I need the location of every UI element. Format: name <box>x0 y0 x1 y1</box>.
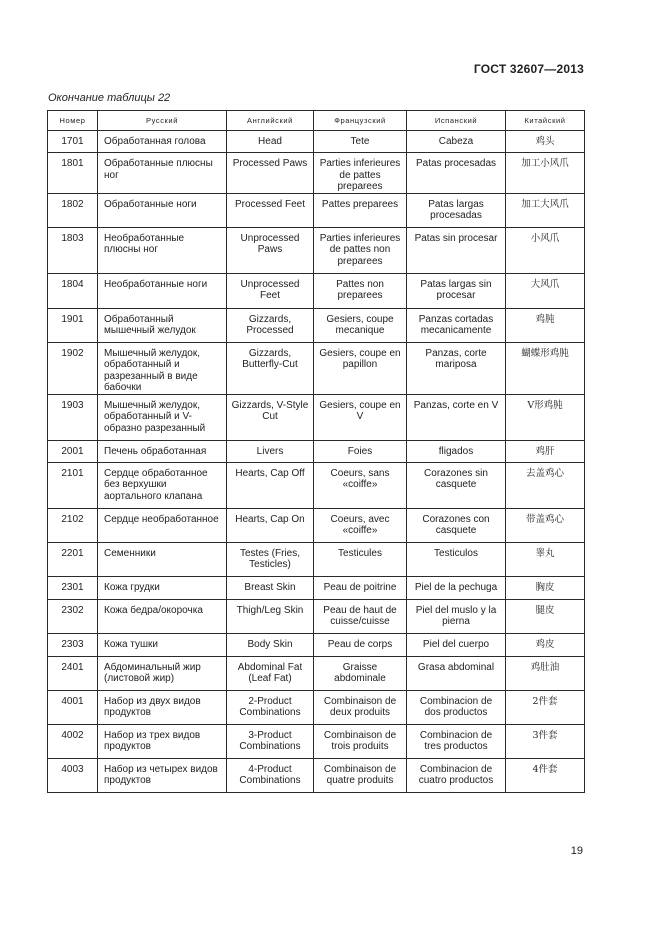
table-row <box>48 227 585 273</box>
cell-english: 2-Product Combinations <box>227 690 314 724</box>
table-row <box>48 724 585 758</box>
cell-russian: Необработанные плюсны ног <box>98 227 227 273</box>
table-row <box>48 599 585 633</box>
table-row <box>48 273 585 308</box>
header-spanish: Испанский <box>407 111 506 131</box>
cell-french: Combinaison de deux produits <box>314 690 407 724</box>
cell-chinese: 睾丸 <box>506 542 585 576</box>
cell-english: Gizzards, V-Style Cut <box>227 394 314 440</box>
cell-english: Processed Feet <box>227 193 314 227</box>
cell-russian: Обработанные плюсны ног <box>98 153 227 194</box>
cell-chinese: 加工小风爪 <box>506 153 585 194</box>
cell-spanish: Piel de la pechuga <box>407 576 506 599</box>
cell-french: Parties inferieures de pattes non preparees <box>314 227 407 273</box>
cell-number: 1701 <box>48 131 98 153</box>
cell-number: 2401 <box>48 656 98 690</box>
cell-russian: Кожа тушки <box>98 633 227 656</box>
cell-number: 1903 <box>48 394 98 440</box>
cell-english: Unprocessed Paws <box>227 227 314 273</box>
cell-russian: Обработанная голова <box>98 131 227 153</box>
cell-english: 3-Product Combinations <box>227 724 314 758</box>
cell-spanish: Combinacion de dos productos <box>407 690 506 724</box>
cell-chinese: 加工大风爪 <box>506 193 585 227</box>
table-caption: Окончание таблицы 22 <box>48 92 171 104</box>
cell-russian: Мышечный желудок, обработанный и V-образно разрезанный <box>98 394 227 440</box>
table-row <box>48 342 585 394</box>
cell-number: 2001 <box>48 440 98 462</box>
cell-number: 1802 <box>48 193 98 227</box>
cell-spanish: Patas sin procesar <box>407 227 506 273</box>
table-row <box>48 153 585 194</box>
cell-russian: Набор из трех видов продуктов <box>98 724 227 758</box>
cell-spanish: Corazones sin casquete <box>407 462 506 508</box>
table-row <box>48 440 585 462</box>
cell-chinese: 鸡肫 <box>506 308 585 342</box>
cell-chinese: 鸡肝 <box>506 440 585 462</box>
table-row <box>48 508 585 542</box>
cell-spanish: Testiculos <box>407 542 506 576</box>
cell-number: 2301 <box>48 576 98 599</box>
cell-english: Gizzards, Butterfly-Cut <box>227 342 314 394</box>
cell-english: Livers <box>227 440 314 462</box>
cell-russian: Обработанный мышечный желудок <box>98 308 227 342</box>
cell-number: 4001 <box>48 690 98 724</box>
cell-russian: Набор из двух видов продуктов <box>98 690 227 724</box>
cell-french: Peau de poitrine <box>314 576 407 599</box>
cell-number: 1901 <box>48 308 98 342</box>
cell-french: Gesiers, coupe mecanique <box>314 308 407 342</box>
document-code: ГОСТ 32607—2013 <box>473 62 584 76</box>
cell-english: Unprocessed Feet <box>227 273 314 308</box>
cell-english: Hearts, Cap Off <box>227 462 314 508</box>
cell-french: Peau de corps <box>314 633 407 656</box>
table-row <box>48 462 585 508</box>
cell-french: Combinaison de quatre produits <box>314 758 407 792</box>
header-french: Французский <box>314 111 407 131</box>
cell-french: Pattes non preparees <box>314 273 407 308</box>
cell-number: 1801 <box>48 153 98 194</box>
table-row <box>48 690 585 724</box>
table-row <box>48 576 585 599</box>
cell-russian: Сердце необработанное <box>98 508 227 542</box>
cell-chinese: 大风爪 <box>506 273 585 308</box>
page-number: 19 <box>570 845 583 857</box>
table-row <box>48 394 585 440</box>
table-row <box>48 193 585 227</box>
cell-spanish: Combinacion de tres productos <box>407 724 506 758</box>
cell-number: 2303 <box>48 633 98 656</box>
products-table <box>47 110 585 793</box>
cell-russian: Печень обработанная <box>98 440 227 462</box>
cell-russian: Кожа бедра/окорочка <box>98 599 227 633</box>
table-row <box>48 131 585 153</box>
table-row <box>48 633 585 656</box>
cell-russian: Семенники <box>98 542 227 576</box>
cell-spanish: Panzas cortadas mecanicamente <box>407 308 506 342</box>
cell-spanish: Grasa abdominal <box>407 656 506 690</box>
cell-english: Processed Paws <box>227 153 314 194</box>
table-row <box>48 308 585 342</box>
cell-chinese: 鸡头 <box>506 131 585 153</box>
header-chinese: Китайский <box>506 111 585 131</box>
cell-english: 4-Product Combinations <box>227 758 314 792</box>
cell-english: Body Skin <box>227 633 314 656</box>
cell-number: 2201 <box>48 542 98 576</box>
cell-number: 1804 <box>48 273 98 308</box>
cell-spanish: Cabeza <box>407 131 506 153</box>
cell-number: 1803 <box>48 227 98 273</box>
cell-spanish: Corazones con casquete <box>407 508 506 542</box>
cell-russian: Сердце обработанное без верхушки аортального клапана <box>98 462 227 508</box>
cell-russian: Необработанные ноги <box>98 273 227 308</box>
cell-chinese: V形鸡肫 <box>506 394 585 440</box>
cell-english: Testes (Fries, Testicles) <box>227 542 314 576</box>
cell-chinese: 胸皮 <box>506 576 585 599</box>
cell-number: 4002 <box>48 724 98 758</box>
cell-french: Parties inferieures de pattes preparees <box>314 153 407 194</box>
cell-spanish: Patas procesadas <box>407 153 506 194</box>
cell-french: Combinaison de trois produits <box>314 724 407 758</box>
cell-chinese: 4件套 <box>506 758 585 792</box>
cell-number: 4003 <box>48 758 98 792</box>
header-number: Номер <box>48 111 98 131</box>
cell-russian: Мышечный желудок, обработанный и разрезанный в виде бабочки <box>98 342 227 394</box>
cell-number: 1902 <box>48 342 98 394</box>
cell-spanish: Panzas, corte mariposa <box>407 342 506 394</box>
cell-chinese: 鸡肚油 <box>506 656 585 690</box>
cell-spanish: Piel del cuerpo <box>407 633 506 656</box>
header-russian: Русский <box>98 111 227 131</box>
cell-number: 2302 <box>48 599 98 633</box>
cell-spanish: Patas largas sin procesar <box>407 273 506 308</box>
cell-chinese: 小风爪 <box>506 227 585 273</box>
cell-english: Head <box>227 131 314 153</box>
cell-english: Thigh/Leg Skin <box>227 599 314 633</box>
cell-french: Gesiers, coupe en V <box>314 394 407 440</box>
cell-french: Pattes preparees <box>314 193 407 227</box>
cell-spanish: Patas largas procesadas <box>407 193 506 227</box>
table-row <box>48 542 585 576</box>
cell-russian: Абдоминальный жир (листовой жир) <box>98 656 227 690</box>
cell-chinese: 带盖鸡心 <box>506 508 585 542</box>
cell-russian: Кожа грудки <box>98 576 227 599</box>
cell-french: Gesiers, coupe en papillon <box>314 342 407 394</box>
cell-spanish: fligados <box>407 440 506 462</box>
cell-french: Coeurs, sans «coiffe» <box>314 462 407 508</box>
table-row <box>48 656 585 690</box>
cell-english: Abdominal Fat (Leaf Fat) <box>227 656 314 690</box>
table-header-row <box>48 111 585 131</box>
cell-number: 2102 <box>48 508 98 542</box>
cell-number: 2101 <box>48 462 98 508</box>
cell-french: Tete <box>314 131 407 153</box>
header-english: Английский <box>227 111 314 131</box>
cell-french: Foies <box>314 440 407 462</box>
cell-spanish: Combinacion de cuatro productos <box>407 758 506 792</box>
cell-chinese: 鸡皮 <box>506 633 585 656</box>
cell-english: Gizzards, Processed <box>227 308 314 342</box>
cell-french: Graisse abdominale <box>314 656 407 690</box>
cell-french: Coeurs, avec «coiffe» <box>314 508 407 542</box>
cell-russian: Обработанные ноги <box>98 193 227 227</box>
cell-chinese: 3件套 <box>506 724 585 758</box>
cell-chinese: 蝴蝶形鸡肫 <box>506 342 585 394</box>
table-row <box>48 758 585 792</box>
cell-english: Hearts, Cap On <box>227 508 314 542</box>
cell-french: Peau de haut de cuisse/cuisse <box>314 599 407 633</box>
cell-chinese: 腿皮 <box>506 599 585 633</box>
cell-spanish: Piel del muslo y la pierna <box>407 599 506 633</box>
cell-french: Testicules <box>314 542 407 576</box>
cell-english: Breast Skin <box>227 576 314 599</box>
cell-chinese: 去盖鸡心 <box>506 462 585 508</box>
cell-spanish: Panzas, corte en V <box>407 394 506 440</box>
cell-chinese: 2件套 <box>506 690 585 724</box>
cell-russian: Набор из четырех видов продуктов <box>98 758 227 792</box>
